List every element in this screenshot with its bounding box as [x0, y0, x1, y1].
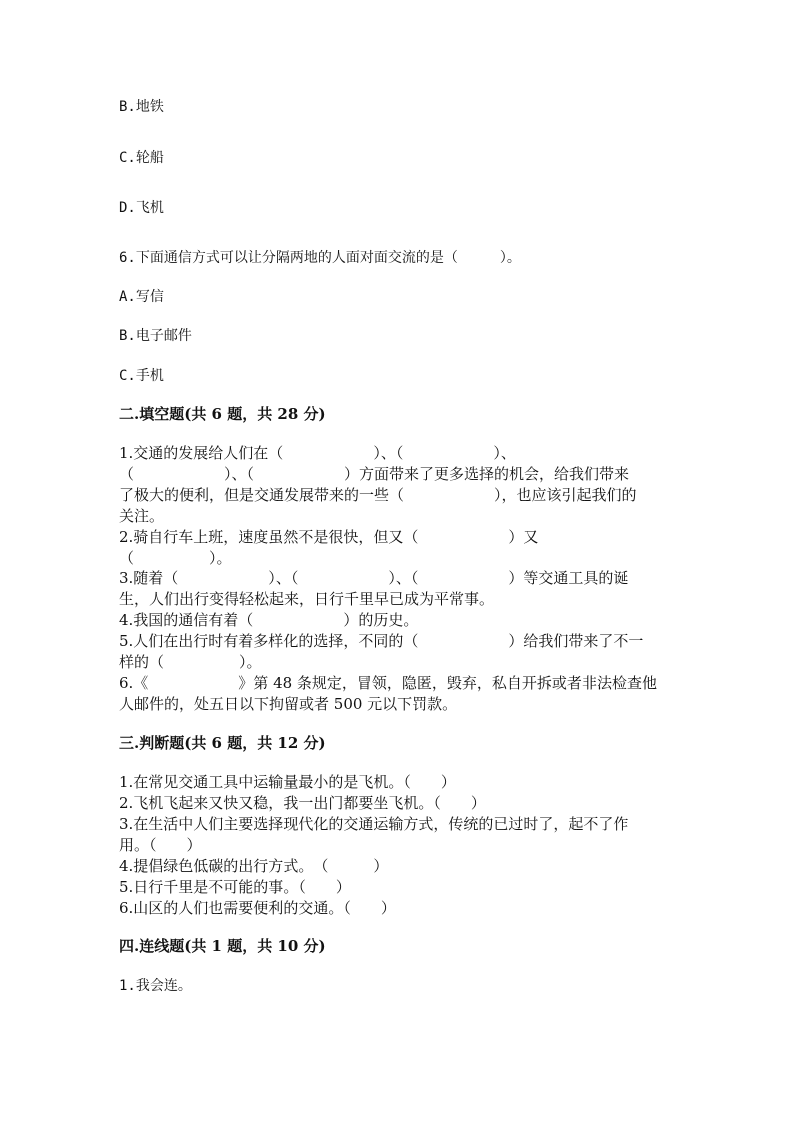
question-6-option-c: C.手机	[119, 368, 164, 384]
fill-line: 5.人们在出行时有着多样化的选择，不同的（ ）给我们带来了不一	[119, 632, 644, 650]
judge-line: 4.提倡绿色低碳的出行方式。 （ ）	[119, 857, 389, 875]
prev-question-option-c: C.轮船	[119, 150, 164, 166]
fill-line: 样的（ ）。	[119, 653, 262, 671]
matching-question-1: 1.我会连。	[119, 978, 192, 994]
judge-line: 用。（ ）	[119, 836, 202, 854]
fill-line: 4.我国的通信有着（ ）的历史。	[119, 611, 419, 629]
fill-line: 1.交通的发展给人们在（ ）、（ ）、	[119, 444, 516, 462]
fill-line: 人邮件的，处五日以下拘留或者 500 元以下罚款。	[119, 695, 458, 713]
question-6-option-b: B.电子邮件	[119, 328, 192, 344]
fill-line: 关注。	[119, 507, 165, 525]
prev-question-option-d: D.飞机	[119, 200, 164, 216]
fill-line: 3.随着（ ）、（ ）、（ ）等交通工具的诞	[119, 569, 629, 587]
judge-line: 1.在常见交通工具中运输量最小的是飞机。（ ）	[119, 773, 456, 791]
judge-line: 2.飞机飞起来又快又稳，我一出门都要坐飞机。（ ）	[119, 794, 486, 812]
section-2-title: 二.填空题(共 6 题，共 28 分)	[119, 405, 326, 423]
judge-line: 6.山区的人们也需要便利的交通。（ ）	[119, 899, 396, 917]
fill-line: （ ）。	[119, 549, 232, 567]
judge-line: 5.日行千里是不可能的事。（ ）	[119, 878, 351, 896]
question-6-option-a: A.写信	[119, 289, 164, 305]
fill-line: （ ）、（ ）方面带来了更多选择的机会，给我们带来	[119, 465, 630, 483]
fill-line: 生，人们出行变得轻松起来，日行千里早已成为平常事。	[119, 590, 495, 608]
section-3-title: 三.判断题(共 6 题，共 12 分)	[119, 734, 326, 752]
section-4-title: 四.连线题(共 1 题，共 10 分)	[119, 937, 326, 955]
fill-line: 了极大的便利，但是交通发展带来的一些（ ），也应该引起我们的	[119, 486, 637, 504]
prev-question-option-b: B.地铁	[119, 99, 164, 115]
fill-line: 2.骑自行车上班，速度虽然不是很快，但又（ ）又	[119, 528, 539, 546]
judge-line: 3.在生活中人们主要选择现代化的交通运输方式，传统的已过时了，起不了作	[119, 815, 629, 833]
fill-line: 6.《 》第 48 条规定，冒领，隐匿，毁弃，私自开拆或者非法检查他	[119, 674, 657, 692]
question-6-stem: 6.下面通信方式可以让分隔两地的人面对面交流的是（ ）。	[119, 250, 521, 266]
